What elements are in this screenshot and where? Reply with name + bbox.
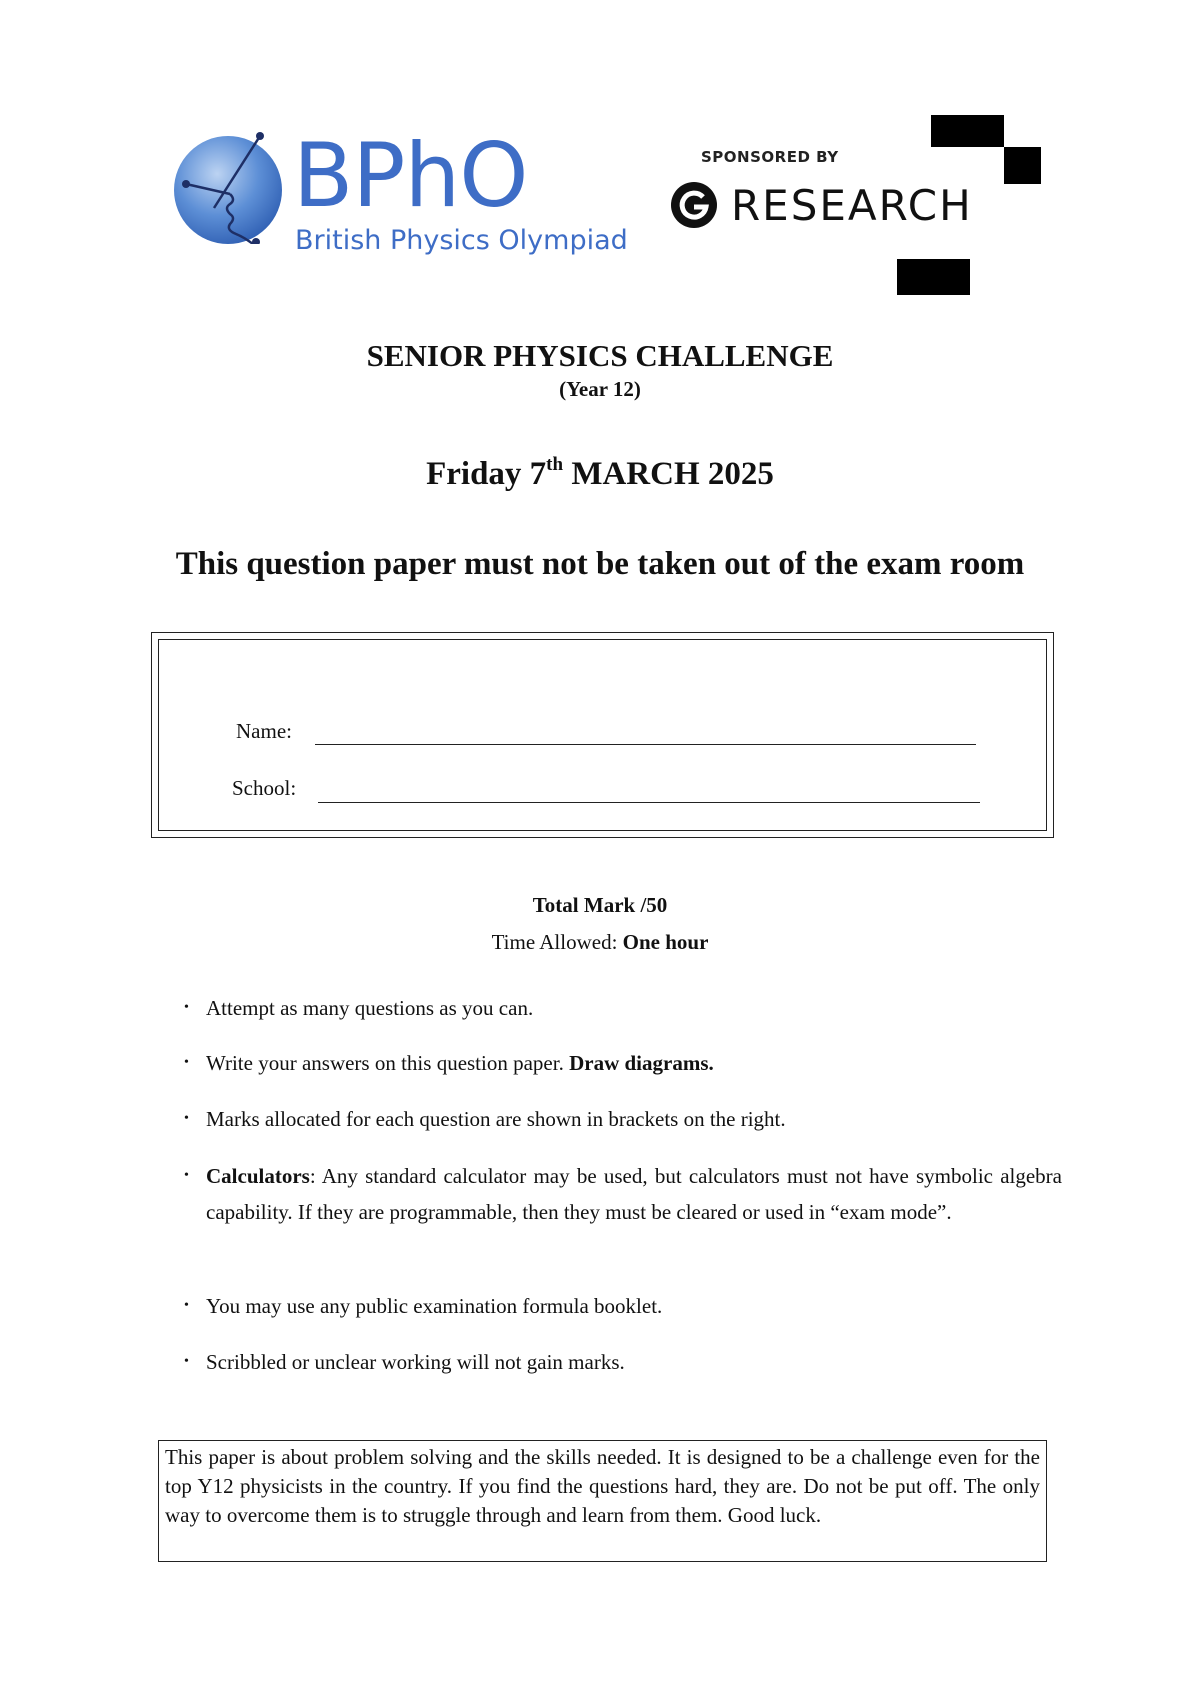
list-item [186, 1101, 1062, 1137]
year-label: (Year 12) [559, 377, 641, 401]
decorative-block [931, 115, 1004, 147]
bullet-icon: • [184, 1055, 189, 1070]
exam-room-warning: This question paper must not be taken out of the exam room [175, 546, 1025, 582]
total-mark: Total Mark /50 [532, 893, 668, 917]
sponsor-label: SPONSORED BY [701, 148, 839, 166]
bullet-icon: • [184, 1000, 189, 1015]
school-label: School: [232, 776, 297, 800]
list-item [186, 990, 1062, 1026]
instruction-text: : Any standard calculator may be used, but calculators must not have symbolic algebra capability. If they are programmable, then they must be cleared or used in “exam mode”. [206, 1164, 1062, 1224]
instruction-text: Write your answers on this question paper. [206, 1051, 570, 1075]
encouragement-note: This paper is about problem solving and the skills needed. It is designed to be a challenge even for the top Y12 physicists in the country. If you find the questions hard, they are. Do not be put off. The only way to overcome them is to struggle through and learn from them. Good luck. [158, 1440, 1047, 1562]
list-item [186, 1344, 1062, 1380]
instruction-bold: Draw diagrams. [569, 1051, 714, 1075]
sponsor-name: RESEARCH [731, 181, 973, 230]
time-value: One hour [622, 930, 709, 954]
g-research-icon [670, 181, 718, 229]
time-label: Time Allowed: [491, 930, 623, 954]
instruction-text: Attempt as many questions as you can. [206, 996, 534, 1020]
bullet-icon: • [184, 1111, 189, 1126]
instruction-text: You may use any public examination formula booklet. [206, 1294, 663, 1318]
time-allowed [0, 930, 1200, 955]
instruction-bold: Calculators [206, 1164, 310, 1188]
candidate-details-inner-border [158, 639, 1047, 831]
bpho-logo-word: BPhO [293, 124, 528, 227]
candidate-details-box [151, 632, 1054, 838]
bullet-icon: • [184, 1168, 189, 1183]
exam-date [0, 456, 1200, 493]
page-title: SENIOR PHYSICS CHALLENGE [366, 338, 834, 373]
bpho-logo-subtitle: British Physics Olympiad [295, 225, 628, 256]
decorative-block [897, 259, 970, 295]
bullet-icon: • [184, 1354, 189, 1369]
list-item [186, 1288, 1062, 1324]
date-prefix: Friday 7 [426, 456, 547, 492]
bullet-icon: • [184, 1298, 189, 1313]
bpho-logo [172, 122, 632, 262]
list-item [186, 1158, 1062, 1230]
sponsor-logo [670, 115, 1050, 295]
bpho-sphere-icon [172, 132, 284, 244]
name-label: Name: [236, 719, 292, 743]
decorative-block [1004, 147, 1041, 184]
date-ordinal: th [546, 454, 564, 475]
list-item [186, 1045, 1062, 1081]
school-field[interactable] [318, 802, 980, 803]
date-rest: MARCH 2025 [563, 456, 774, 492]
name-field[interactable] [315, 744, 976, 745]
instruction-text: Marks allocated for each question are shown in brackets on the right. [206, 1107, 786, 1131]
instruction-text: Scribbled or unclear working will not gain marks. [206, 1350, 625, 1374]
